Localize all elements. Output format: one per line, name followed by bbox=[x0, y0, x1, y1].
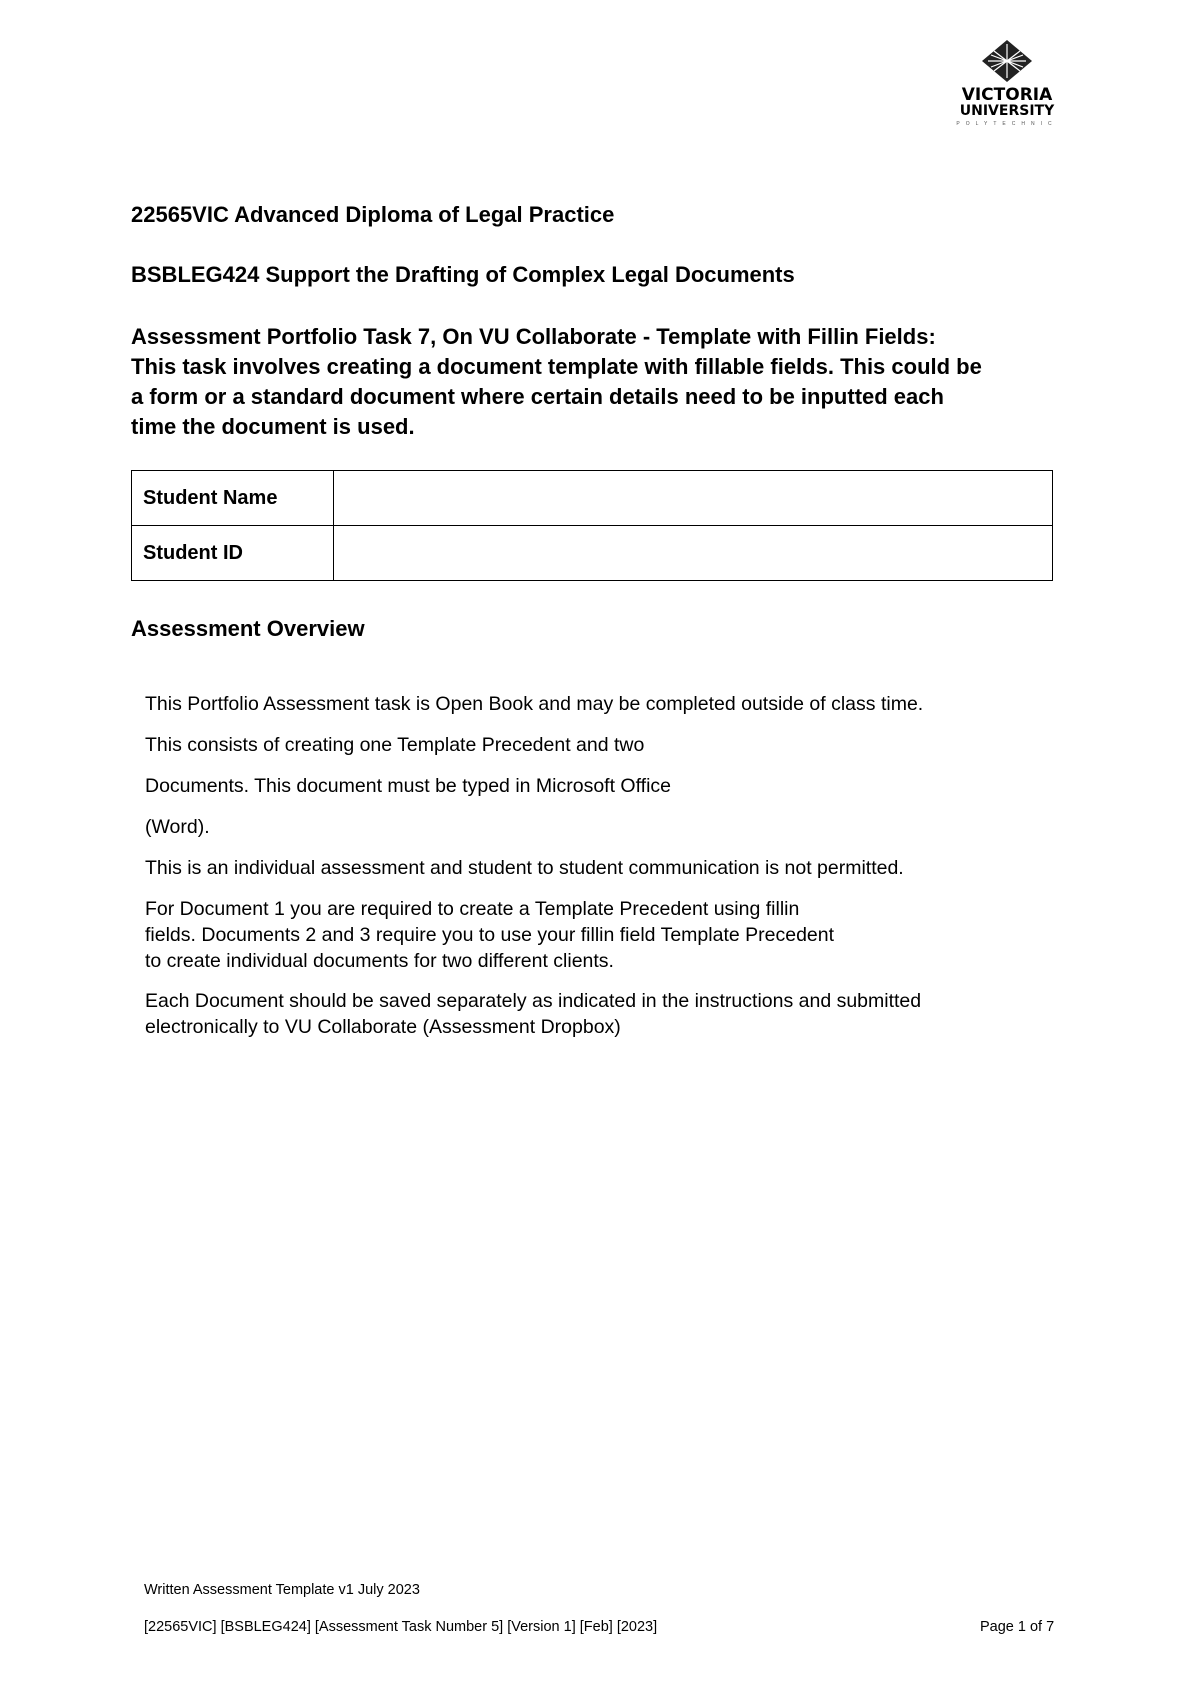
student-name-label: Student Name bbox=[132, 471, 334, 526]
paragraph-line: fields. Documents 2 and 3 require you to use your fillin field Template Precedent bbox=[145, 924, 835, 946]
paragraph-line: to create individual documents for two different clients. bbox=[145, 950, 614, 972]
logo-line-1: VICTORIA bbox=[961, 85, 1053, 105]
overview-paragraph bbox=[145, 732, 1075, 758]
footer-reference: [22565VIC] [BSBLEG424] [Assessment Task Number 5] [Version 1] [Feb] [2023] bbox=[144, 1619, 658, 1635]
course-title: 22565VIC Advanced Diploma of Legal Practice bbox=[131, 202, 615, 227]
table-row bbox=[132, 526, 1053, 581]
paragraph-line: (Word). bbox=[145, 816, 210, 838]
paragraph-line: Documents. This document must be typed in Microsoft Office bbox=[145, 775, 672, 797]
paragraph-line: This Portfolio Assessment task is Open Book and may be completed outside of class time. bbox=[145, 693, 924, 715]
overview-paragraph bbox=[145, 988, 1075, 1040]
overview-paragraph bbox=[145, 773, 1075, 799]
footer-page-number: Page 1 of 7 bbox=[980, 1619, 1055, 1635]
paragraph-line: This consists of creating one Template Precedent and two bbox=[145, 734, 645, 756]
unit-title: BSBLEG424 Support the Drafting of Complex Legal Documents bbox=[131, 262, 795, 287]
paragraph-line: electronically to VU Collaborate (Assessment Dropbox) bbox=[145, 1016, 621, 1038]
footer-template-version: Written Assessment Template v1 July 2023 bbox=[144, 1582, 420, 1598]
task-description bbox=[131, 322, 1091, 442]
university-emblem-icon bbox=[982, 40, 1032, 82]
paragraph-line: This is an individual assessment and student to student communication is not permitted. bbox=[145, 857, 904, 879]
overview-paragraph bbox=[145, 691, 1075, 717]
student-name-field[interactable] bbox=[334, 471, 1053, 526]
paragraph-line: Each Document should be saved separately as indicated in the instructions and submitted bbox=[145, 990, 922, 1012]
logo-line-2: UNIVERSITY bbox=[959, 103, 1055, 119]
task-line: a form or a standard document where certain details need to be inputted each bbox=[131, 384, 944, 409]
overview-paragraph bbox=[145, 814, 1075, 840]
overview-heading: Assessment Overview bbox=[131, 616, 365, 641]
student-details-table bbox=[131, 470, 1053, 581]
victoria-university-logo bbox=[944, 40, 1070, 130]
task-line: time the document is used. bbox=[131, 414, 415, 439]
paragraph-line: For Document 1 you are required to create a Template Precedent using fillin bbox=[145, 898, 800, 920]
overview-paragraph bbox=[145, 896, 1075, 974]
overview-paragraph bbox=[145, 855, 1075, 881]
logo-line-3: POLYTECHNIC bbox=[956, 121, 1058, 127]
student-id-label: Student ID bbox=[132, 526, 334, 581]
student-id-field[interactable] bbox=[334, 526, 1053, 581]
task-line: Assessment Portfolio Task 7, On VU Collaborate - Template with Fillin Fields: bbox=[131, 324, 936, 349]
task-line: This task involves creating a document template with fillable fields. This could be bbox=[131, 354, 982, 379]
table-row bbox=[132, 471, 1053, 526]
